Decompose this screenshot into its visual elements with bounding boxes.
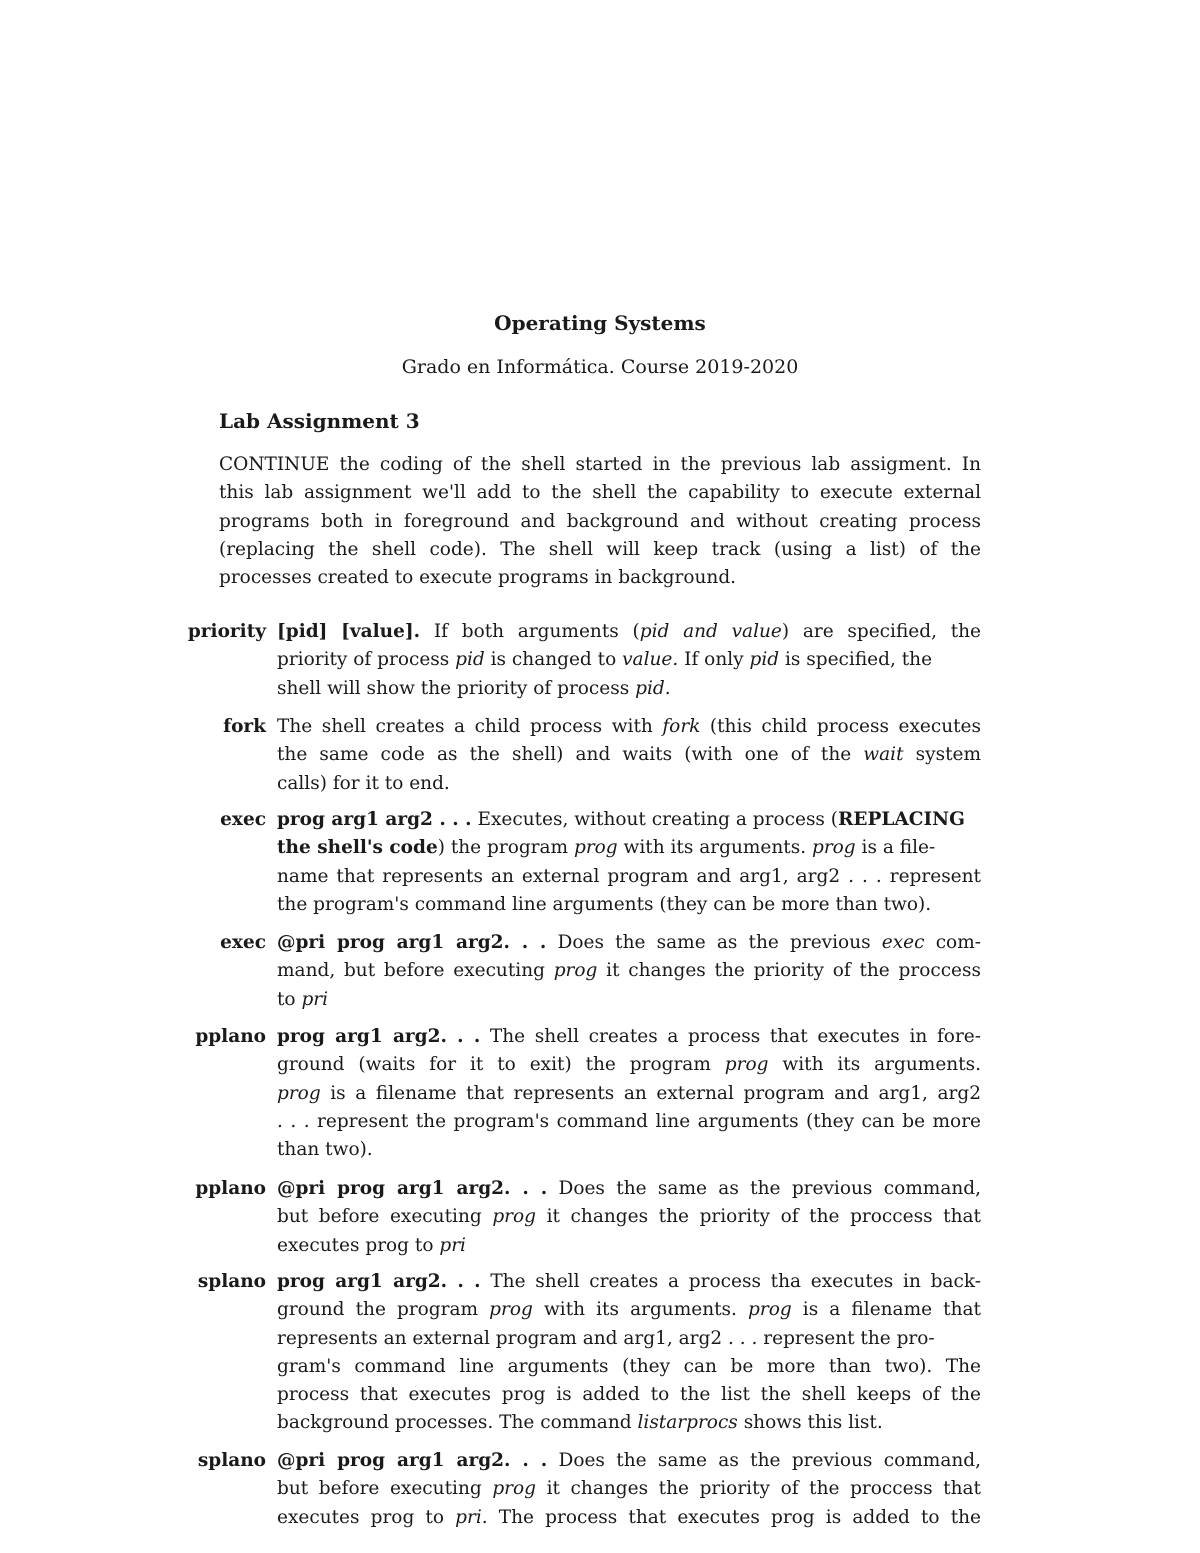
description-line: calls) for it to end. xyxy=(277,772,450,794)
description-line: prog arg1 arg2. . . The shell creates a process that executes in fore- xyxy=(277,1026,981,1047)
command-description xyxy=(277,1268,981,1438)
command-name: priority xyxy=(187,621,266,642)
intro-line: this lab assignment we'll add to the shell the capability to execute external xyxy=(219,482,981,504)
description-line: ground (waits for it to exit) the program prog with its arguments. xyxy=(277,1054,981,1076)
description-line: priority of process pid is changed to value. If only pid is specified, the xyxy=(277,649,933,671)
section-heading: Lab Assignment 3 xyxy=(219,409,420,433)
description-line: executes prog to pri xyxy=(277,1234,466,1256)
command-name: splano xyxy=(197,1271,266,1292)
command-description xyxy=(277,1175,981,1260)
description-line: @pri prog arg1 arg2. . . Does the same as the previous exec com- xyxy=(277,932,981,953)
description-line: prog arg1 arg2. . . The shell creates a process tha executes in back- xyxy=(277,1271,981,1292)
command-name: pplano xyxy=(195,1178,266,1199)
description-line: prog is a filename that represents an external program and arg1, arg2 xyxy=(277,1082,981,1104)
description-line: @pri prog arg1 arg2. . . Does the same as the previous command, xyxy=(277,1450,981,1471)
intro-line: (replacing the shell code). The shell will keep track (using a list) of the xyxy=(219,538,981,560)
description-line: represents an external program and arg1, arg2 . . . represent the pro- xyxy=(277,1327,935,1349)
description-line: executes prog to pri. The process that executes prog is added to the xyxy=(277,1506,981,1528)
document-subtitle: Grado en Informática. Course 2019-2020 xyxy=(401,356,799,378)
command-syntax: prog arg1 arg2. . . xyxy=(277,1271,481,1292)
document-title: Operating Systems xyxy=(494,311,706,335)
description-line: [pid] [value]. If both arguments (pid and value) are specified, the xyxy=(277,621,981,642)
intro-line: CONTINUE the coding of the shell started in the previous lab assigment. In xyxy=(219,454,981,475)
command-name: splano xyxy=(197,1450,266,1471)
description-line: . . . represent the program's command line arguments (they can be more xyxy=(277,1110,981,1132)
command-description xyxy=(277,806,981,919)
description-line: gram's command line arguments (they can be more than two). The xyxy=(277,1355,981,1377)
description-line: the shell's code) the program prog with its arguments. prog is a file- xyxy=(277,837,936,859)
description-line: shell will show the priority of process pid. xyxy=(277,677,671,699)
description-line: the same code as the shell) and waits (with one of the wait system xyxy=(277,744,981,766)
description-line: but before executing prog it changes the priority of the proccess that xyxy=(277,1206,981,1228)
command-syntax: @pri prog arg1 arg2. . . xyxy=(277,1450,548,1471)
description-line: prog arg1 arg2 . . . Executes, without creating a process (REPLACING xyxy=(277,809,965,830)
command-description xyxy=(277,618,981,703)
command-syntax: [value]. xyxy=(341,621,421,642)
description-line: than two). xyxy=(277,1139,373,1161)
command-name: exec xyxy=(220,932,266,953)
description-line: mand, but before executing prog it changes the priority of the proccess xyxy=(277,960,981,982)
command-syntax: @pri prog arg1 arg2. . . xyxy=(277,932,547,953)
command-syntax: [pid] xyxy=(277,621,328,642)
command-description xyxy=(277,929,981,1014)
description-line: The shell creates a child process with fork (this child process executes xyxy=(277,716,981,737)
intro-line: programs both in foreground and background and without creating process xyxy=(219,510,981,532)
command-syntax: prog arg1 arg2 . . . xyxy=(277,809,472,830)
description-line: @pri prog arg1 arg2. . . Does the same as the previous command, xyxy=(277,1178,981,1199)
command-description xyxy=(277,1447,981,1532)
description-line: name that represents an external program and arg1, arg2 . . . represent xyxy=(277,865,981,887)
command-description xyxy=(277,1023,981,1164)
intro-paragraph xyxy=(219,451,981,592)
command-name: exec xyxy=(220,809,266,830)
intro-line: processes created to execute programs in background. xyxy=(219,567,737,589)
description-line: to pri xyxy=(277,988,329,1010)
description-line: background processes. The command listarprocs shows this list. xyxy=(277,1412,883,1434)
command-syntax: @pri prog arg1 arg2. . . xyxy=(277,1178,548,1199)
description-line: but before executing prog it changes the priority of the proccess that xyxy=(277,1478,981,1500)
description-line: the program's command line arguments (they can be more than two). xyxy=(277,893,932,915)
command-name: pplano xyxy=(195,1026,266,1047)
command-syntax: prog arg1 arg2. . . xyxy=(277,1026,481,1047)
command-name: fork xyxy=(223,716,266,737)
description-line: ground the program prog with its arguments. prog is a filename that xyxy=(277,1299,981,1321)
description-line: process that executes prog is added to the list the shell keeps of the xyxy=(277,1384,981,1406)
command-description xyxy=(277,713,981,798)
